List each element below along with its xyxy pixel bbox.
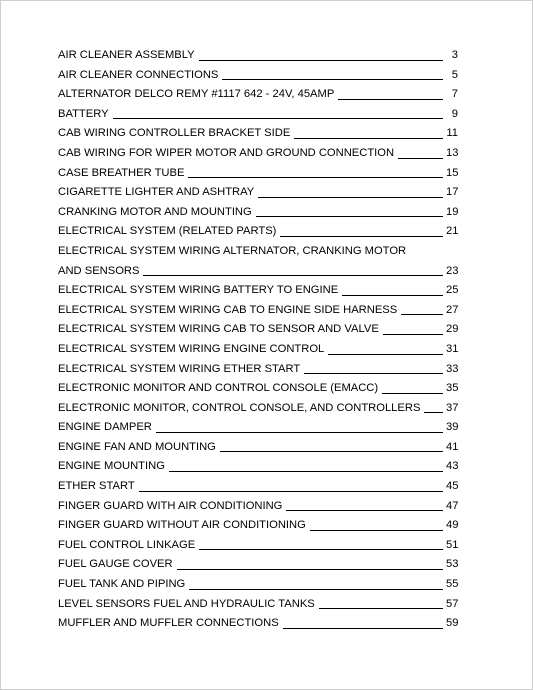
toc-entry[interactable] <box>58 379 458 399</box>
toc-entry-page: 23 <box>446 264 459 277</box>
toc-entry[interactable] <box>58 575 458 595</box>
toc-entry[interactable] <box>58 183 458 203</box>
toc-entry[interactable] <box>58 222 458 242</box>
toc-entry-page: 43 <box>446 460 459 473</box>
toc-entry-title: AIR CLEANER CONNECTIONS <box>58 69 222 81</box>
toc-entry-page: 39 <box>446 421 459 434</box>
toc-entry[interactable] <box>58 281 458 301</box>
toc-entry-title: CRANKING MOTOR AND MOUNTING <box>58 206 256 218</box>
toc-entry-title: FINGER GUARD WITH AIR CONDITIONING <box>58 500 286 512</box>
toc-entry-page: 15 <box>446 166 459 179</box>
toc-entry-page: 7 <box>451 88 458 101</box>
toc-entry-page: 49 <box>446 519 459 532</box>
toc-entry-page: 41 <box>446 440 459 453</box>
toc-entry-title: ALTERNATOR DELCO REMY #1117 642 - 24V, 45AMP <box>58 88 338 100</box>
toc-entry-title: BATTERY <box>58 108 113 120</box>
toc-entry-title: ELECTRICAL SYSTEM WIRING CAB TO ENGINE SIDE HARNESS <box>58 304 401 316</box>
toc-entry-title: ELECTRICAL SYSTEM (RELATED PARTS) <box>58 225 280 237</box>
toc-entry-title: ELECTRICAL SYSTEM WIRING ENGINE CONTROL <box>58 343 328 355</box>
table-of-contents <box>58 46 458 634</box>
toc-entry[interactable] <box>58 418 458 438</box>
toc-entry-page: 5 <box>451 68 458 81</box>
toc-entry[interactable] <box>58 164 458 184</box>
toc-entry-page: 13 <box>446 146 459 159</box>
toc-entry[interactable] <box>58 124 458 144</box>
toc-entry[interactable] <box>58 360 458 380</box>
toc-entry-page: 59 <box>446 617 459 630</box>
toc-entry[interactable] <box>58 320 458 340</box>
toc-entry-title: FUEL GAUGE COVER <box>58 558 177 570</box>
toc-entry-page: 9 <box>451 107 458 120</box>
toc-entry-title: LEVEL SENSORS FUEL AND HYDRAULIC TANKS <box>58 598 319 610</box>
toc-entry-page: 31 <box>446 342 459 355</box>
toc-entry[interactable] <box>58 614 458 634</box>
toc-entry-title: CASE BREATHER TUBE <box>58 167 188 179</box>
toc-entry-title: ENGINE FAN AND MOUNTING <box>58 441 220 453</box>
toc-entry-title: ENGINE DAMPER <box>58 421 156 433</box>
toc-entry-page: 53 <box>446 558 459 571</box>
toc-entry-title: ETHER START <box>58 480 139 492</box>
toc-entry-page: 47 <box>446 499 459 512</box>
toc-entry-page: 3 <box>451 49 458 61</box>
toc-entry-page: 51 <box>446 538 459 551</box>
toc-entry[interactable] <box>58 516 458 536</box>
toc-entry[interactable] <box>58 301 458 321</box>
toc-entry-page: 19 <box>446 205 459 218</box>
toc-entry[interactable] <box>58 203 458 223</box>
toc-entry-title: CIGARETTE LIGHTER AND ASHTRAY <box>58 186 258 198</box>
toc-entry-title: FUEL CONTROL LINKAGE <box>58 539 199 551</box>
toc-entry[interactable] <box>58 105 458 125</box>
toc-entry-page: 29 <box>446 323 459 336</box>
toc-entry-page: 45 <box>446 480 459 493</box>
toc-entry[interactable] <box>58 438 458 458</box>
toc-entry[interactable] <box>58 536 458 556</box>
toc-entry-page: 35 <box>446 382 459 395</box>
toc-entry[interactable] <box>58 457 458 477</box>
toc-entry-title: AIR CLEANER ASSEMBLY <box>58 49 199 61</box>
toc-entry-first-line[interactable] <box>58 242 458 262</box>
toc-entry-page: 55 <box>446 578 459 591</box>
toc-entry[interactable] <box>58 66 458 86</box>
toc-entry[interactable] <box>58 595 458 615</box>
toc-entry-title: MUFFLER AND MUFFLER CONNECTIONS <box>58 617 283 629</box>
toc-entry-title: ELECTRONIC MONITOR, CONTROL CONSOLE, AND CONTROLLERS <box>58 402 424 414</box>
toc-entry-page: 37 <box>446 401 459 414</box>
toc-entry[interactable] <box>58 262 458 282</box>
toc-entry[interactable] <box>58 555 458 575</box>
toc-entry-page: 57 <box>446 597 459 610</box>
toc-entry-title: ELECTRICAL SYSTEM WIRING ETHER START <box>58 363 304 375</box>
toc-entry[interactable] <box>58 399 458 419</box>
toc-entry-title: FUEL TANK AND PIPING <box>58 578 189 590</box>
toc-entry-title: CAB WIRING FOR WIPER MOTOR AND GROUND CONNECTION <box>58 147 398 159</box>
toc-entry-page: 21 <box>446 225 459 238</box>
toc-entry-page: 25 <box>446 284 459 297</box>
toc-entry-title: CAB WIRING CONTROLLER BRACKET SIDE <box>58 127 294 139</box>
toc-entry-title: FINGER GUARD WITHOUT AIR CONDITIONING <box>58 519 310 531</box>
toc-entry[interactable] <box>58 477 458 497</box>
toc-entry-page: 17 <box>446 186 459 199</box>
toc-entry-page: 27 <box>446 303 459 316</box>
toc-entry-title: AND SENSORS <box>58 265 143 277</box>
toc-entry-title: ELECTRICAL SYSTEM WIRING ALTERNATOR, CRANKING MOTOR <box>58 245 410 257</box>
toc-entry[interactable] <box>58 46 458 66</box>
toc-entry-title: ELECTRONIC MONITOR AND CONTROL CONSOLE (EMACC) <box>58 382 382 394</box>
toc-entry[interactable] <box>58 144 458 164</box>
toc-entry-title: ELECTRICAL SYSTEM WIRING CAB TO SENSOR AND VALVE <box>58 323 383 335</box>
dot-leader <box>58 118 443 119</box>
toc-entry[interactable] <box>58 497 458 517</box>
toc-entry-page: 11 <box>446 127 458 140</box>
toc-entry[interactable] <box>58 340 458 360</box>
toc-entry[interactable] <box>58 85 458 105</box>
toc-entry-page: 33 <box>446 362 459 375</box>
toc-entry-title: ELECTRICAL SYSTEM WIRING BATTERY TO ENGINE <box>58 284 342 296</box>
toc-entry-title: ENGINE MOUNTING <box>58 460 169 472</box>
